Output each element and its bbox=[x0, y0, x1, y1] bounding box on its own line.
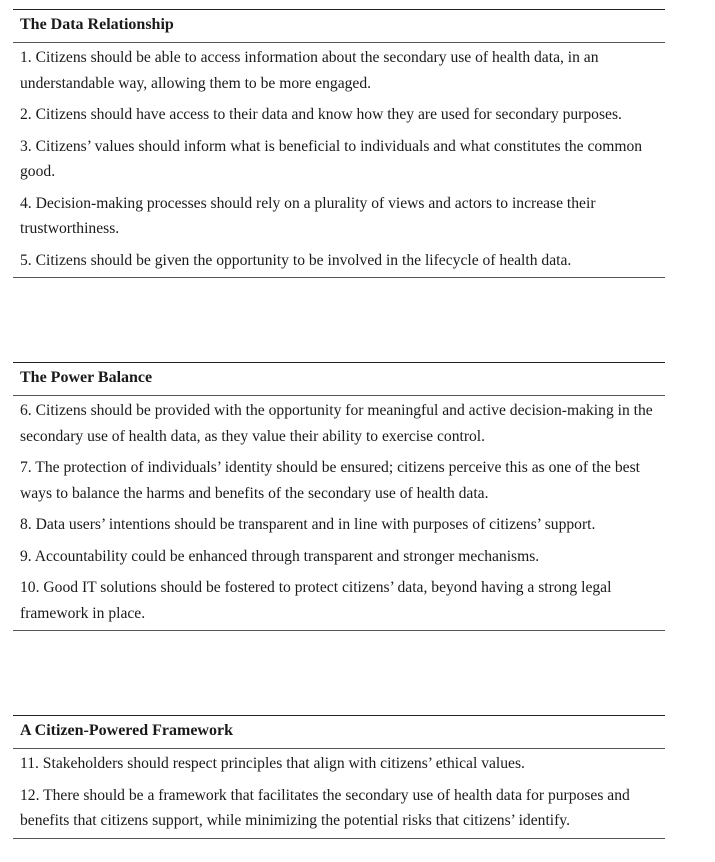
section-body bbox=[13, 396, 665, 631]
list-item: 1. Citizens should be able to access information about the secondary use of health data, in an understandable way, allowing them to be more engaged. bbox=[20, 49, 599, 92]
section-title: The Data Relationship bbox=[13, 10, 665, 43]
section-power-balance bbox=[13, 362, 665, 631]
list-item: 7. The protection of individuals’ identity should be ensured; citizens perceive this as one of the best ways to balance the harms and benefits of the secondary use of health data. bbox=[20, 459, 640, 502]
list-item: 3. Citizens’ values should inform what is beneficial to individuals and what constitutes the common good. bbox=[20, 137, 643, 180]
section-title: A Citizen-Powered Framework bbox=[13, 716, 665, 749]
section-citizen-powered-framework bbox=[13, 715, 665, 839]
list-item: 9. Accountability could be enhanced through transparent and stronger mechanisms. bbox=[20, 547, 540, 565]
list-item: 2. Citizens should have access to their data and know how they are used for secondary purposes. bbox=[20, 106, 622, 123]
list-item: 4. Decision-making processes should rely on a plurality of views and actors to increase their trustworthiness. bbox=[20, 194, 596, 237]
section-title: The Power Balance bbox=[13, 363, 665, 396]
section-data-relationship bbox=[13, 9, 665, 278]
list-item: 5. Citizens should be given the opportunity to be involved in the lifecycle of health data. bbox=[20, 251, 572, 269]
list-item: 6. Citizens should be provided with the opportunity for meaningful and active decision-making in the secondary use of health data, as they value their ability to exercise control. bbox=[20, 402, 653, 445]
section-body bbox=[13, 749, 665, 839]
list-item: 8. Data users’ intentions should be transparent and in line with purposes of citizens’ support. bbox=[20, 516, 596, 533]
list-item: 11. Stakeholders should respect principles that align with citizens’ ethical values. bbox=[20, 755, 525, 772]
list-item: 12. There should be a framework that facilitates the secondary use of health data for purposes and benefits that citizens support, while minimizing the potential risks that citizens’ identify. bbox=[20, 786, 630, 829]
section-body bbox=[13, 43, 665, 278]
list-item: 10. Good IT solutions should be fostered to protect citizens’ data, beyond having a strong legal framework in place. bbox=[20, 579, 612, 622]
